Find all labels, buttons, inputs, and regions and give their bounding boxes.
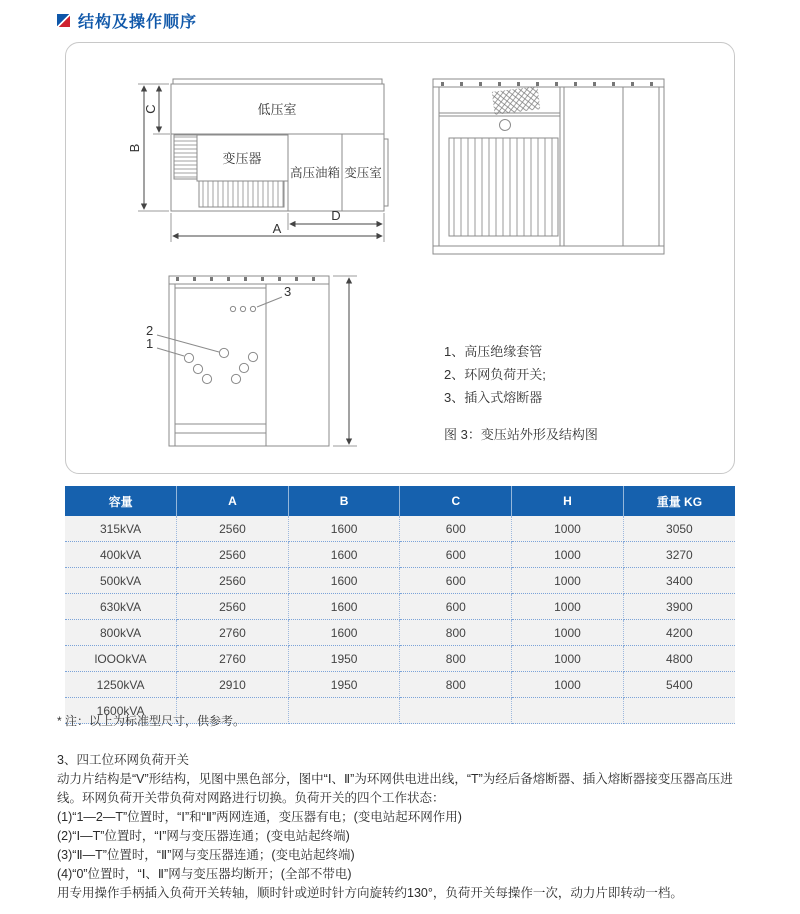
internal-view-drawing bbox=[146, 276, 357, 446]
table-footnote: * 注：以上为标准型尺寸，供参考。 bbox=[57, 714, 246, 728]
table-row bbox=[65, 646, 735, 672]
cell: 2760 bbox=[177, 646, 289, 672]
legend-item: 3、插入式熔断器 bbox=[444, 390, 543, 405]
cell: 1000 bbox=[512, 620, 624, 646]
table-row bbox=[65, 542, 735, 568]
cell: 800 bbox=[400, 646, 512, 672]
callout-3: 3 bbox=[284, 284, 292, 299]
cell: 1600kVA bbox=[65, 698, 177, 724]
plan-view-drawing bbox=[127, 79, 388, 242]
col-header-weight: 重量 KG bbox=[623, 486, 735, 516]
cell: 1000 bbox=[512, 568, 624, 594]
col-header-b: B bbox=[288, 486, 400, 516]
cell: 1000 bbox=[512, 646, 624, 672]
body-heading: 3、四工位环网负荷开关 bbox=[57, 753, 189, 767]
cell: 3270 bbox=[623, 542, 735, 568]
cell bbox=[512, 698, 624, 724]
legend-item: 2、环网负荷开关; bbox=[444, 367, 546, 382]
dim-label-d: D bbox=[331, 208, 341, 223]
table-row bbox=[65, 620, 735, 646]
cell: 500kVA bbox=[65, 568, 177, 594]
col-header-a: A bbox=[177, 486, 289, 516]
cell: 1600 bbox=[288, 620, 400, 646]
label-transformer: 变压器 bbox=[222, 151, 262, 166]
col-header-c: C bbox=[400, 486, 512, 516]
cell: 2560 bbox=[177, 542, 289, 568]
body-paragraph: 动力片结构是“V”形结构，见图中黑色部分，图中“Ⅰ、Ⅱ”为环网供电进出线，“T”为经后备熔断器、插入熔断器接变压器高压进线。环网负荷开关带负荷对网路进行切换。负荷开关的四个工作状态： bbox=[57, 772, 733, 805]
cell: 1000 bbox=[512, 672, 624, 698]
operation-description bbox=[57, 751, 751, 903]
table-row bbox=[65, 516, 735, 542]
cell: 800 bbox=[400, 672, 512, 698]
body-paragraph: (1)“1—2—T”位置时，“Ⅰ”和“Ⅱ”两网连通，变压器有电；(变电站起环网作用) bbox=[57, 810, 462, 824]
cell: 1600 bbox=[288, 568, 400, 594]
front-view-drawing bbox=[433, 79, 664, 254]
table-row bbox=[65, 672, 735, 698]
cell: 1950 bbox=[288, 646, 400, 672]
hatch-patch bbox=[492, 86, 540, 114]
cell: 4200 bbox=[623, 620, 735, 646]
table-row bbox=[65, 594, 735, 620]
page-title: 结构及操作顺序 bbox=[78, 14, 198, 31]
body-paragraph: (4)“0”位置时，“Ⅰ、Ⅱ”网与变压器均断开；(全部不带电) bbox=[57, 867, 352, 881]
cell: 1000 bbox=[512, 542, 624, 568]
knob-circle bbox=[500, 120, 511, 131]
legend-item: 1、高压绝缘套管 bbox=[444, 344, 543, 359]
label-hv-oil-tank: 高压油箱 bbox=[289, 166, 341, 180]
cell: 1250kVA bbox=[65, 672, 177, 698]
figure-legend bbox=[444, 340, 546, 409]
body-paragraph: (3)“Ⅱ—T”位置时，“Ⅱ”网与变压器连通；(变电站起终端) bbox=[57, 848, 355, 862]
table-row bbox=[65, 568, 735, 594]
cell: lOOOkVA bbox=[65, 646, 177, 672]
figure-caption: 图 3：变压站外形及结构图 bbox=[444, 427, 598, 442]
cell: 600 bbox=[400, 542, 512, 568]
dim-label-a: A bbox=[272, 221, 282, 236]
label-low-voltage-room: 低压室 bbox=[257, 102, 297, 117]
cell: 2760 bbox=[177, 620, 289, 646]
louver-grille bbox=[449, 138, 558, 236]
figure-panel bbox=[65, 42, 735, 474]
col-header-h: H bbox=[512, 486, 624, 516]
cell: 1600 bbox=[288, 542, 400, 568]
cell bbox=[400, 698, 512, 724]
section-marker-icon bbox=[57, 14, 70, 27]
cell: 630kVA bbox=[65, 594, 177, 620]
callout-2: 2 bbox=[146, 323, 154, 338]
cell bbox=[623, 698, 735, 724]
cell: 2560 bbox=[177, 594, 289, 620]
cell: 315kVA bbox=[65, 516, 177, 542]
cell: 3900 bbox=[623, 594, 735, 620]
cell: 600 bbox=[400, 516, 512, 542]
cell: 800 bbox=[400, 620, 512, 646]
cell: 1600 bbox=[288, 516, 400, 542]
cell: 2560 bbox=[177, 568, 289, 594]
bushing-circles bbox=[184, 306, 257, 383]
dim-label-b: B bbox=[127, 143, 142, 153]
cell: 3400 bbox=[623, 568, 735, 594]
cell bbox=[288, 698, 400, 724]
cell: 2910 bbox=[177, 672, 289, 698]
label-transformer-room: 变压室 bbox=[344, 166, 382, 180]
body-paragraph: 用专用操作手柄插入负荷开关转轴，顺时针或逆时针方向旋转约130°，负荷开关每操作一次，动力片即转动一档。 bbox=[57, 886, 683, 900]
dimensions-table bbox=[65, 486, 735, 724]
body-paragraph: (2)“Ⅰ—T”位置时，“Ⅰ”网与变压器连通；(变电站起终端) bbox=[57, 829, 350, 843]
cell: 2560 bbox=[177, 516, 289, 542]
cell: 4800 bbox=[623, 646, 735, 672]
cell: 5400 bbox=[623, 672, 735, 698]
table-header bbox=[65, 486, 735, 516]
cell: 3050 bbox=[623, 516, 735, 542]
callout-1: 1 bbox=[146, 336, 154, 351]
cell: 800kVA bbox=[65, 620, 177, 646]
section-header bbox=[57, 9, 197, 32]
cell: 1950 bbox=[288, 672, 400, 698]
col-header-capacity: 容量 bbox=[65, 486, 177, 516]
cell: 1600 bbox=[288, 594, 400, 620]
cell: 1000 bbox=[512, 594, 624, 620]
cell: 400kVA bbox=[65, 542, 177, 568]
dim-label-c: C bbox=[143, 104, 158, 114]
cell: 1000 bbox=[512, 516, 624, 542]
technical-drawings bbox=[66, 43, 734, 473]
cell: 600 bbox=[400, 568, 512, 594]
cell: 600 bbox=[400, 594, 512, 620]
